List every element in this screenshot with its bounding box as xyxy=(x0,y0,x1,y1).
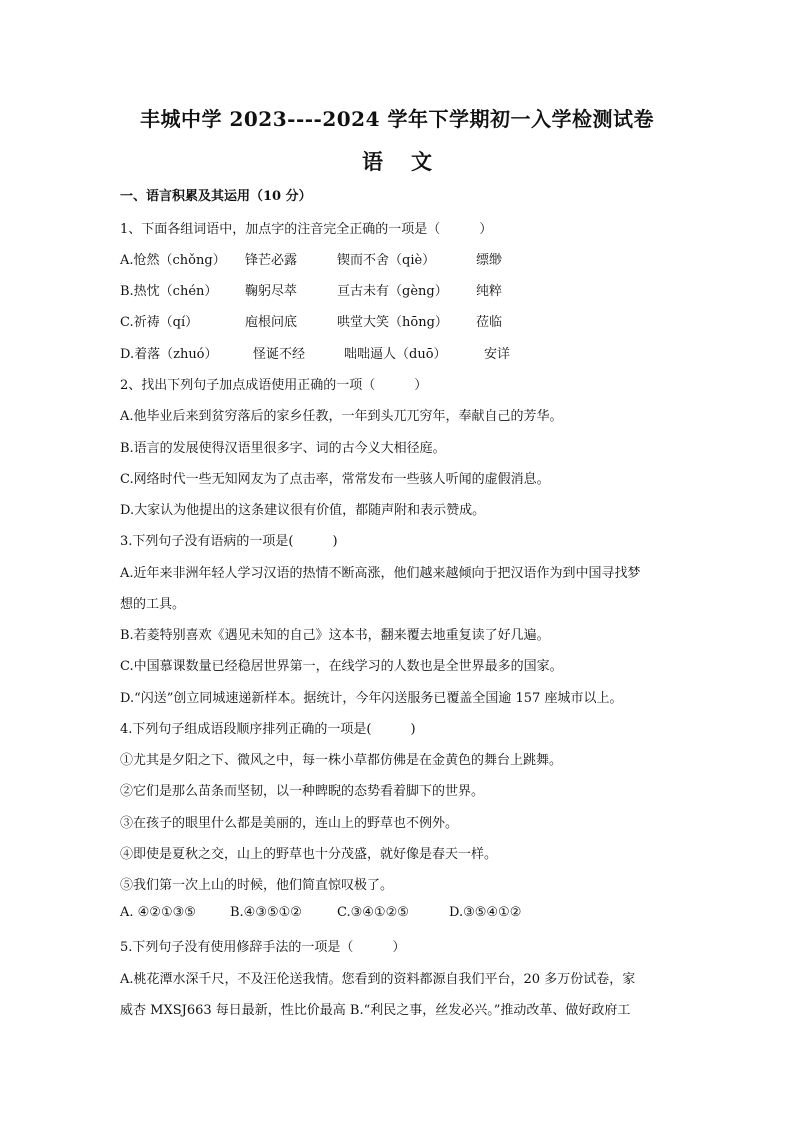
q4-option-c: C.③④①②⑤ xyxy=(337,905,409,920)
q3-option-b: B.若菱特别喜欢《遇见未知的自己》这本书，翻来覆去地重复读了好几遍。 xyxy=(120,628,550,643)
q2-option-d: D.大家认为他提出的这条建议很有价值，都随声附和表示赞成。 xyxy=(120,503,486,518)
q1-a-item-3: 锲而不舍（qiè） xyxy=(337,253,436,268)
q1-b-item-2: 鞠躬尽萃 xyxy=(245,284,298,299)
question-5-stem: 5.下列句子没有使用修辞手法的一项是（ ） xyxy=(120,940,406,955)
q2-option-a: A.他毕业后来到贫穷落后的家乡任教，一年到头兀兀穷年，奉献自己的芳华。 xyxy=(120,409,563,424)
q5-line-1: A.桃花潭水深千尺，不及汪伦送我情。您看到的资料都源自我们平台，20 多万份试卷，家 xyxy=(120,972,636,987)
q1-b-item-4: 纯粹 xyxy=(476,284,503,299)
q1-a-item-1: A.怆然（chǒng） xyxy=(120,253,226,268)
q1-c-item-3: 哄堂大笑（hōng） xyxy=(337,315,448,330)
q1-c-item-1: C.祈祷（qí） xyxy=(120,315,199,330)
q1-c-item-2: 庖根问底 xyxy=(245,315,298,330)
q4-sentence-5: ⑤我们第一次上山的时候，他们简直惊叹极了。 xyxy=(120,878,394,893)
q4-option-b: B.④③⑤①② xyxy=(230,905,302,920)
q1-a-item-4: 缥缈 xyxy=(476,253,503,268)
question-4-stem: 4.下列句子组成语段顺序排列正确的一项是( ) xyxy=(120,722,416,737)
q1-b-item-3: 亘古未有（gèng） xyxy=(337,284,448,299)
q1-d-item-1: D.着落（zhuó） xyxy=(120,347,218,362)
q4-option-a: A. ④②①③⑤ xyxy=(120,905,196,920)
q3-option-d: D.“闪送”创立同城速递新样本。据统计，今年闪送服务已覆盖全国逾 157 座城市以上。 xyxy=(120,691,623,706)
q3-option-a-line2: 想的工具。 xyxy=(120,597,186,612)
q3-option-a-line1: A.近年来非洲年轻人学习汉语的热情不断高涨，他们越来越倾向于把汉语作为到中国寻找梦 xyxy=(120,566,641,581)
question-3-stem: 3.下列句子没有语病的一项是( ) xyxy=(120,534,338,549)
q5-line-2: 威杏 MXSJ663 每日最新，性比价最高 B.“利民之事，丝发必兴。”推动改革、做好政府工 xyxy=(120,1003,631,1018)
q2-option-c: C.网络时代一些无知网友为了点击率，常常发布一些骇人听闻的虚假消息。 xyxy=(120,472,550,487)
q4-sentence-4: ④即使是夏秋之交，山上的野草也十分茂盛，就好像是春天一样。 xyxy=(120,847,498,862)
question-1-stem: 1、下面各组词语中，加点字的注音完全正确的一项是（ ） xyxy=(120,222,493,237)
subject-heading: 语文 xyxy=(362,149,460,174)
q4-option-d: D.③⑤④①② xyxy=(449,905,522,920)
q1-d-item-3: 咄咄逼人（duō） xyxy=(344,347,447,362)
q3-option-c: C.中国慕课数量已经稳居世界第一，在线学习的人数也是全世界最多的国家。 xyxy=(120,659,563,674)
section-heading: 一、语言积累及其运用（10 分） xyxy=(120,189,312,204)
question-2-stem: 2、找出下列句子加点成语使用正确的一项（ ） xyxy=(120,378,428,393)
q1-c-item-4: 莅临 xyxy=(476,315,503,330)
q1-d-item-2: 怪诞不经 xyxy=(253,347,306,362)
q1-b-item-1: B.热忱（chén） xyxy=(120,284,218,299)
q4-sentence-3: ③在孩子的眼里什么都是美丽的，连山上的野草也不例外。 xyxy=(120,816,459,831)
q4-sentence-2: ②它们是那么苗条而坚韧，以一种睥睨的态势看着脚下的世界。 xyxy=(120,784,485,799)
q1-a-item-2: 锋芒必露 xyxy=(245,253,298,268)
exam-title: 丰城中学 2023----2024 学年下学期初一入学检测试卷 xyxy=(140,107,654,131)
q2-option-b: B.语言的发展使得汉语里很多字、词的古今义大相径庭。 xyxy=(120,441,446,456)
q1-d-item-4: 安详 xyxy=(484,347,511,362)
q4-sentence-1: ①尤其是夕阳之下、微风之中，每一株小草都仿佛是在金黄色的舞台上跳舞。 xyxy=(120,753,563,768)
